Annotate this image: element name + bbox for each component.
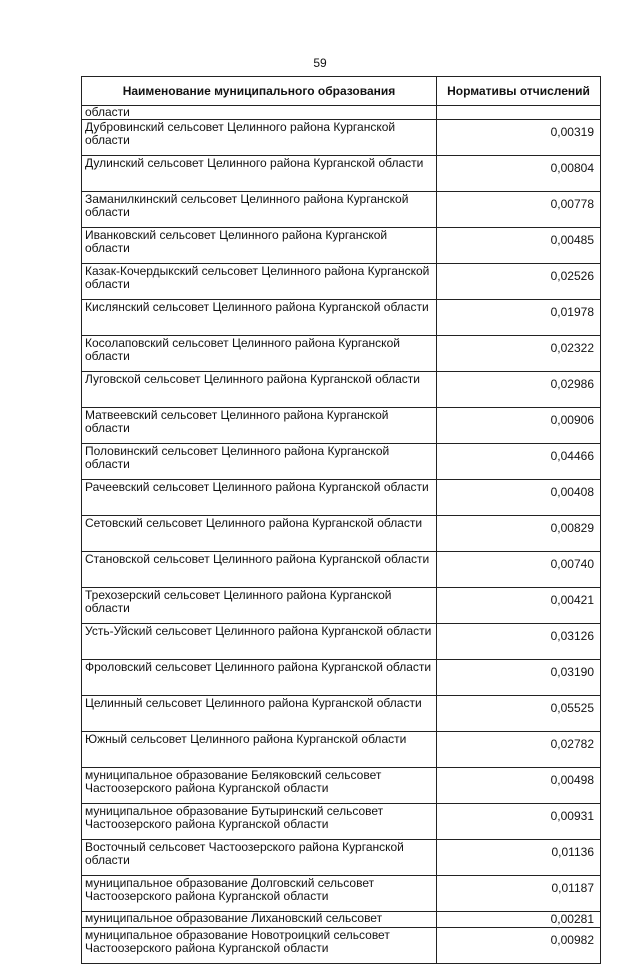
table-header-row bbox=[82, 77, 601, 106]
cell-value: 0,00804 bbox=[437, 156, 601, 192]
cell-name: Южный сельсовет Целинного района Курганской области bbox=[82, 732, 437, 768]
cell-name: Иванковский сельсовет Целинного района Курганской области bbox=[82, 228, 437, 264]
cell-name: Трехозерский сельсовет Целинного района Курганской области bbox=[82, 588, 437, 624]
table-row bbox=[82, 444, 601, 480]
cell-value: 0,00778 bbox=[437, 192, 601, 228]
table-row bbox=[82, 552, 601, 588]
cell-value: 0,02322 bbox=[437, 336, 601, 372]
cell-value: 0,00906 bbox=[437, 408, 601, 444]
table-row bbox=[82, 300, 601, 336]
cell-value: 0,00485 bbox=[437, 228, 601, 264]
table-row bbox=[82, 336, 601, 372]
table-row bbox=[82, 660, 601, 696]
cell-name: Косолаповский сельсовет Целинного района Курганской области bbox=[82, 336, 437, 372]
cell-name: Дубровинский сельсовет Целинного района Курганской области bbox=[82, 120, 437, 156]
cell-name: Усть-Уйский сельсовет Целинного района Курганской области bbox=[82, 624, 437, 660]
table-row bbox=[82, 768, 601, 804]
cell-name: Кислянский сельсовет Целинного района Курганской области bbox=[82, 300, 437, 336]
table-row bbox=[82, 804, 601, 840]
table-row bbox=[82, 372, 601, 408]
cell-name: Матвеевский сельсовет Целинного района Курганской области bbox=[82, 408, 437, 444]
cell-value: 0,00408 bbox=[437, 480, 601, 516]
table-row bbox=[82, 228, 601, 264]
cell-name: Восточный сельсовет Частоозерского района Курганской области bbox=[82, 840, 437, 876]
table-row bbox=[82, 480, 601, 516]
cell-value: 0,04466 bbox=[437, 444, 601, 480]
cell-name: Половинский сельсовет Целинного района Курганской области bbox=[82, 444, 437, 480]
table-row bbox=[82, 696, 601, 732]
cell-value: 0,00421 bbox=[437, 588, 601, 624]
cell-value: 0,02526 bbox=[437, 264, 601, 300]
cell-name: Целинный сельсовет Целинного района Курганской области bbox=[82, 696, 437, 732]
cell-name: Луговской сельсовет Целинного района Курганской области bbox=[82, 372, 437, 408]
cell-name: Заманилкинский сельсовет Целинного района Курганской области bbox=[82, 192, 437, 228]
cell-value: 0,00982 bbox=[437, 928, 601, 964]
table-row bbox=[82, 912, 601, 928]
cell-value: 0,02986 bbox=[437, 372, 601, 408]
cell-value: 0,01136 bbox=[437, 840, 601, 876]
table-row bbox=[82, 876, 601, 912]
cell-value: 0,00740 bbox=[437, 552, 601, 588]
cell-name: муниципальное образование Беляковский сельсовет Частоозерского района Курганской области bbox=[82, 768, 437, 804]
cell-name: Рачеевский сельсовет Целинного района Курганской области bbox=[82, 480, 437, 516]
norms-table bbox=[81, 76, 601, 964]
table-row bbox=[82, 156, 601, 192]
table-row bbox=[82, 264, 601, 300]
cell-value: 0,00281 bbox=[437, 912, 601, 928]
header-municipality: Наименование муниципального образования bbox=[82, 77, 437, 106]
cell-value: 0,05525 bbox=[437, 696, 601, 732]
cell-name: Дулинский сельсовет Целинного района Курганской области bbox=[82, 156, 437, 192]
cell-name: Фроловский сельсовет Целинного района Курганской области bbox=[82, 660, 437, 696]
page-number: 59 bbox=[313, 56, 327, 70]
table-row bbox=[82, 928, 601, 964]
header-norms: Нормативы отчислений bbox=[437, 77, 601, 106]
cell-name: муниципальное образование Бутыринский сельсовет Частоозерского района Курганской области bbox=[82, 804, 437, 840]
cell-name: муниципальное образование Долговский сельсовет Частоозерского района Курганской области bbox=[82, 876, 437, 912]
cell-name: Становской сельсовет Целинного района Курганской области bbox=[82, 552, 437, 588]
table-row bbox=[82, 732, 601, 768]
table-row bbox=[82, 516, 601, 552]
cell-value: 0,00931 bbox=[437, 804, 601, 840]
cell-value bbox=[437, 106, 601, 120]
cell-value: 0,03126 bbox=[437, 624, 601, 660]
table-row bbox=[82, 588, 601, 624]
cell-value: 0,02782 bbox=[437, 732, 601, 768]
cell-value: 0,03190 bbox=[437, 660, 601, 696]
cell-value: 0,01187 bbox=[437, 876, 601, 912]
cell-name: Казак-Кочердыкский сельсовет Целинного района Курганской области bbox=[82, 264, 437, 300]
table-row bbox=[82, 624, 601, 660]
cell-name: Сетовский сельсовет Целинного района Курганской области bbox=[82, 516, 437, 552]
table-row bbox=[82, 408, 601, 444]
cell-name: области bbox=[82, 106, 437, 120]
cell-name: муниципальное образование Новотроицкий сельсовет Частоозерского района Курганской области bbox=[82, 928, 437, 964]
table-row bbox=[82, 192, 601, 228]
table-row bbox=[82, 840, 601, 876]
cell-value: 0,00498 bbox=[437, 768, 601, 804]
cell-name: муниципальное образование Лихановский сельсовет bbox=[82, 912, 437, 928]
cell-value: 0,01978 bbox=[437, 300, 601, 336]
cell-value: 0,00829 bbox=[437, 516, 601, 552]
table-row bbox=[82, 120, 601, 156]
cell-value: 0,00319 bbox=[437, 120, 601, 156]
table-row-continuation bbox=[82, 106, 601, 120]
